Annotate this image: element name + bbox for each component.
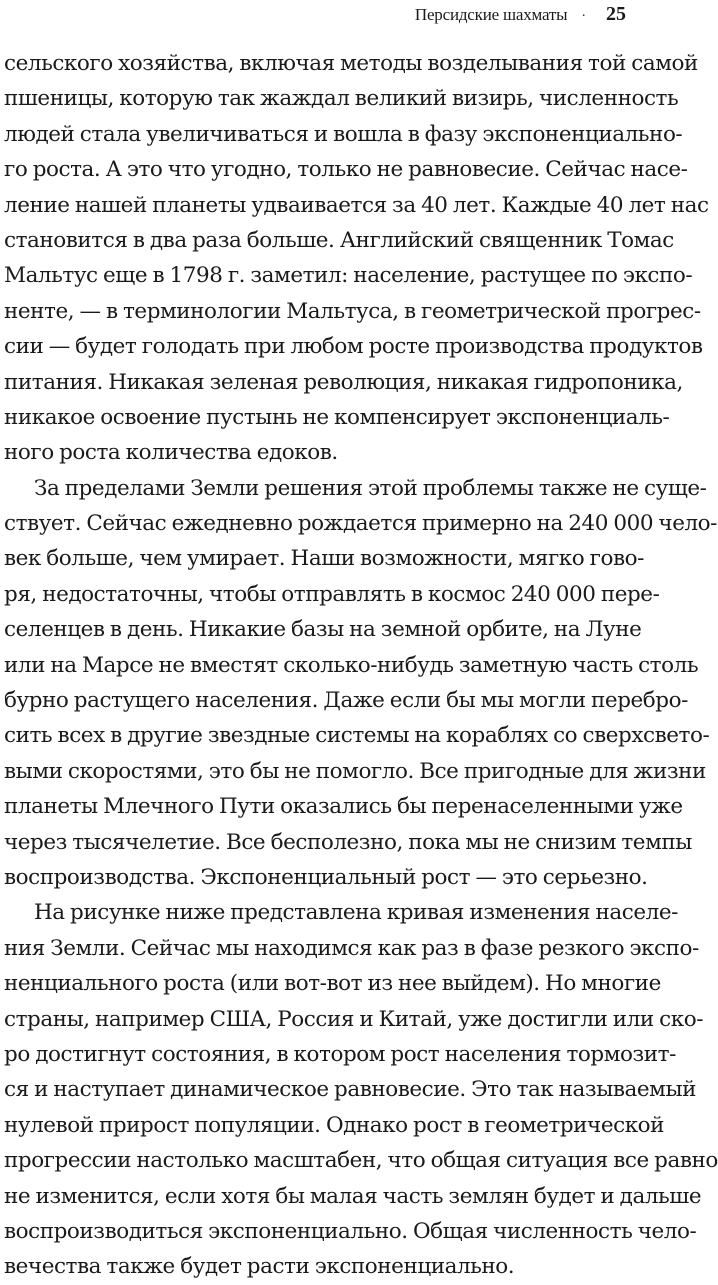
text-line: За пределами Земли решения этой проблемы также не суще- [34,475,707,501]
text-line: Мальтус еще в 1798 г. заметил: население, растущее по экспо- [4,263,693,289]
text-line: или на Марсе не вместят сколько-нибудь заметную часть столь [4,652,699,678]
text-line: сии — будет голодать при любом росте производства продуктов [4,334,703,360]
text-line: сить всех в другие звездные системы на кораблях со сверхсвето- [4,723,710,749]
text-line: не изменится, если хотя бы малая часть землян будет и дальше [4,1183,702,1209]
text-line: через тысячелетие. Все бесполезно, пока мы не снизим темпы [4,829,692,855]
text-line: ро достигнут состояния, в котором рост населения тормозит- [4,1041,676,1067]
body-text [4,46,718,1285]
text-line: людей стала увеличиваться и вошла в фазу экспоненциально- [4,121,683,147]
paragraph [4,895,718,1284]
text-line: бурно растущего населения. Даже если бы мы могли перебро- [4,688,688,714]
paragraph [4,46,709,471]
text-line: становится в два раза больше. Английский священник Томас [4,227,674,253]
text-line: ря, недостаточны, чтобы отправлять в космос 240 000 пере- [4,581,660,607]
paragraph [4,471,717,896]
text-line: страны, например США, Россия и Китай, уже достигли или ско- [4,1006,704,1032]
text-line: ствует. Сейчас ежедневно рождается примерно на 240 000 чело- [4,511,717,537]
text-line: вечества также будет расти экспоненциально. [4,1254,515,1280]
text-line: нулевой прирост популяции. Однако рост в геометрической [4,1112,665,1138]
text-line: планеты Млечного Пути оказались бы перенаселенными уже [4,794,683,820]
text-line: прогрессии настолько масштабен, что общая ситуация все равно [4,1148,718,1174]
text-line: ного роста количества едоков. [4,440,338,466]
running-header-separator: · [581,9,586,24]
text-line: ление нашей планеты удваивается за 40 лет. Каждые 40 лет нас [4,192,709,218]
text-line: воспроизводиться экспоненциально. Общая численность чело- [4,1218,697,1244]
text-line: ненциального роста (или вот-вот из нее выйдем). Но многие [4,971,661,997]
running-header-title: Персидские шахматы [414,5,568,24]
text-line: го роста. А это что угодно, только не равновесие. Сейчас насе- [4,157,688,183]
text-line: ния Земли. Сейчас мы находимся как раз в фазе резкого экспо- [4,935,699,961]
text-line: ся и наступает динамическое равновесие. Это так называемый [4,1077,696,1103]
text-line: выми скоростями, это бы не помогло. Все пригодные для жизни [4,758,706,784]
text-line: пшеницы, которую так жаждал великий визирь, численность [4,86,679,112]
text-line: селенцев в день. Никакие базы на земной орбите, на Луне [4,617,642,643]
text-line: никакое освоение пустынь не компенсирует экспоненциаль- [4,404,670,430]
text-line: воспроизводства. Экспоненциальный рост — это серьезно. [4,864,648,890]
text-line: ненте, — в терминологии Мальтуса, в геометрической прогрес- [4,298,701,324]
page-number: 25 [606,3,626,25]
text-line: На рисунке ниже представлена кривая изменения населе- [34,900,678,926]
text-line: век больше, чем умирает. Наши возможности, мягко гово- [4,546,644,572]
running-header [415,3,626,29]
text-line: сельского хозяйства, включая методы возделывания той самой [4,51,698,76]
text-line: питания. Никакая зеленая революция, никакая гидропоника, [4,369,683,395]
